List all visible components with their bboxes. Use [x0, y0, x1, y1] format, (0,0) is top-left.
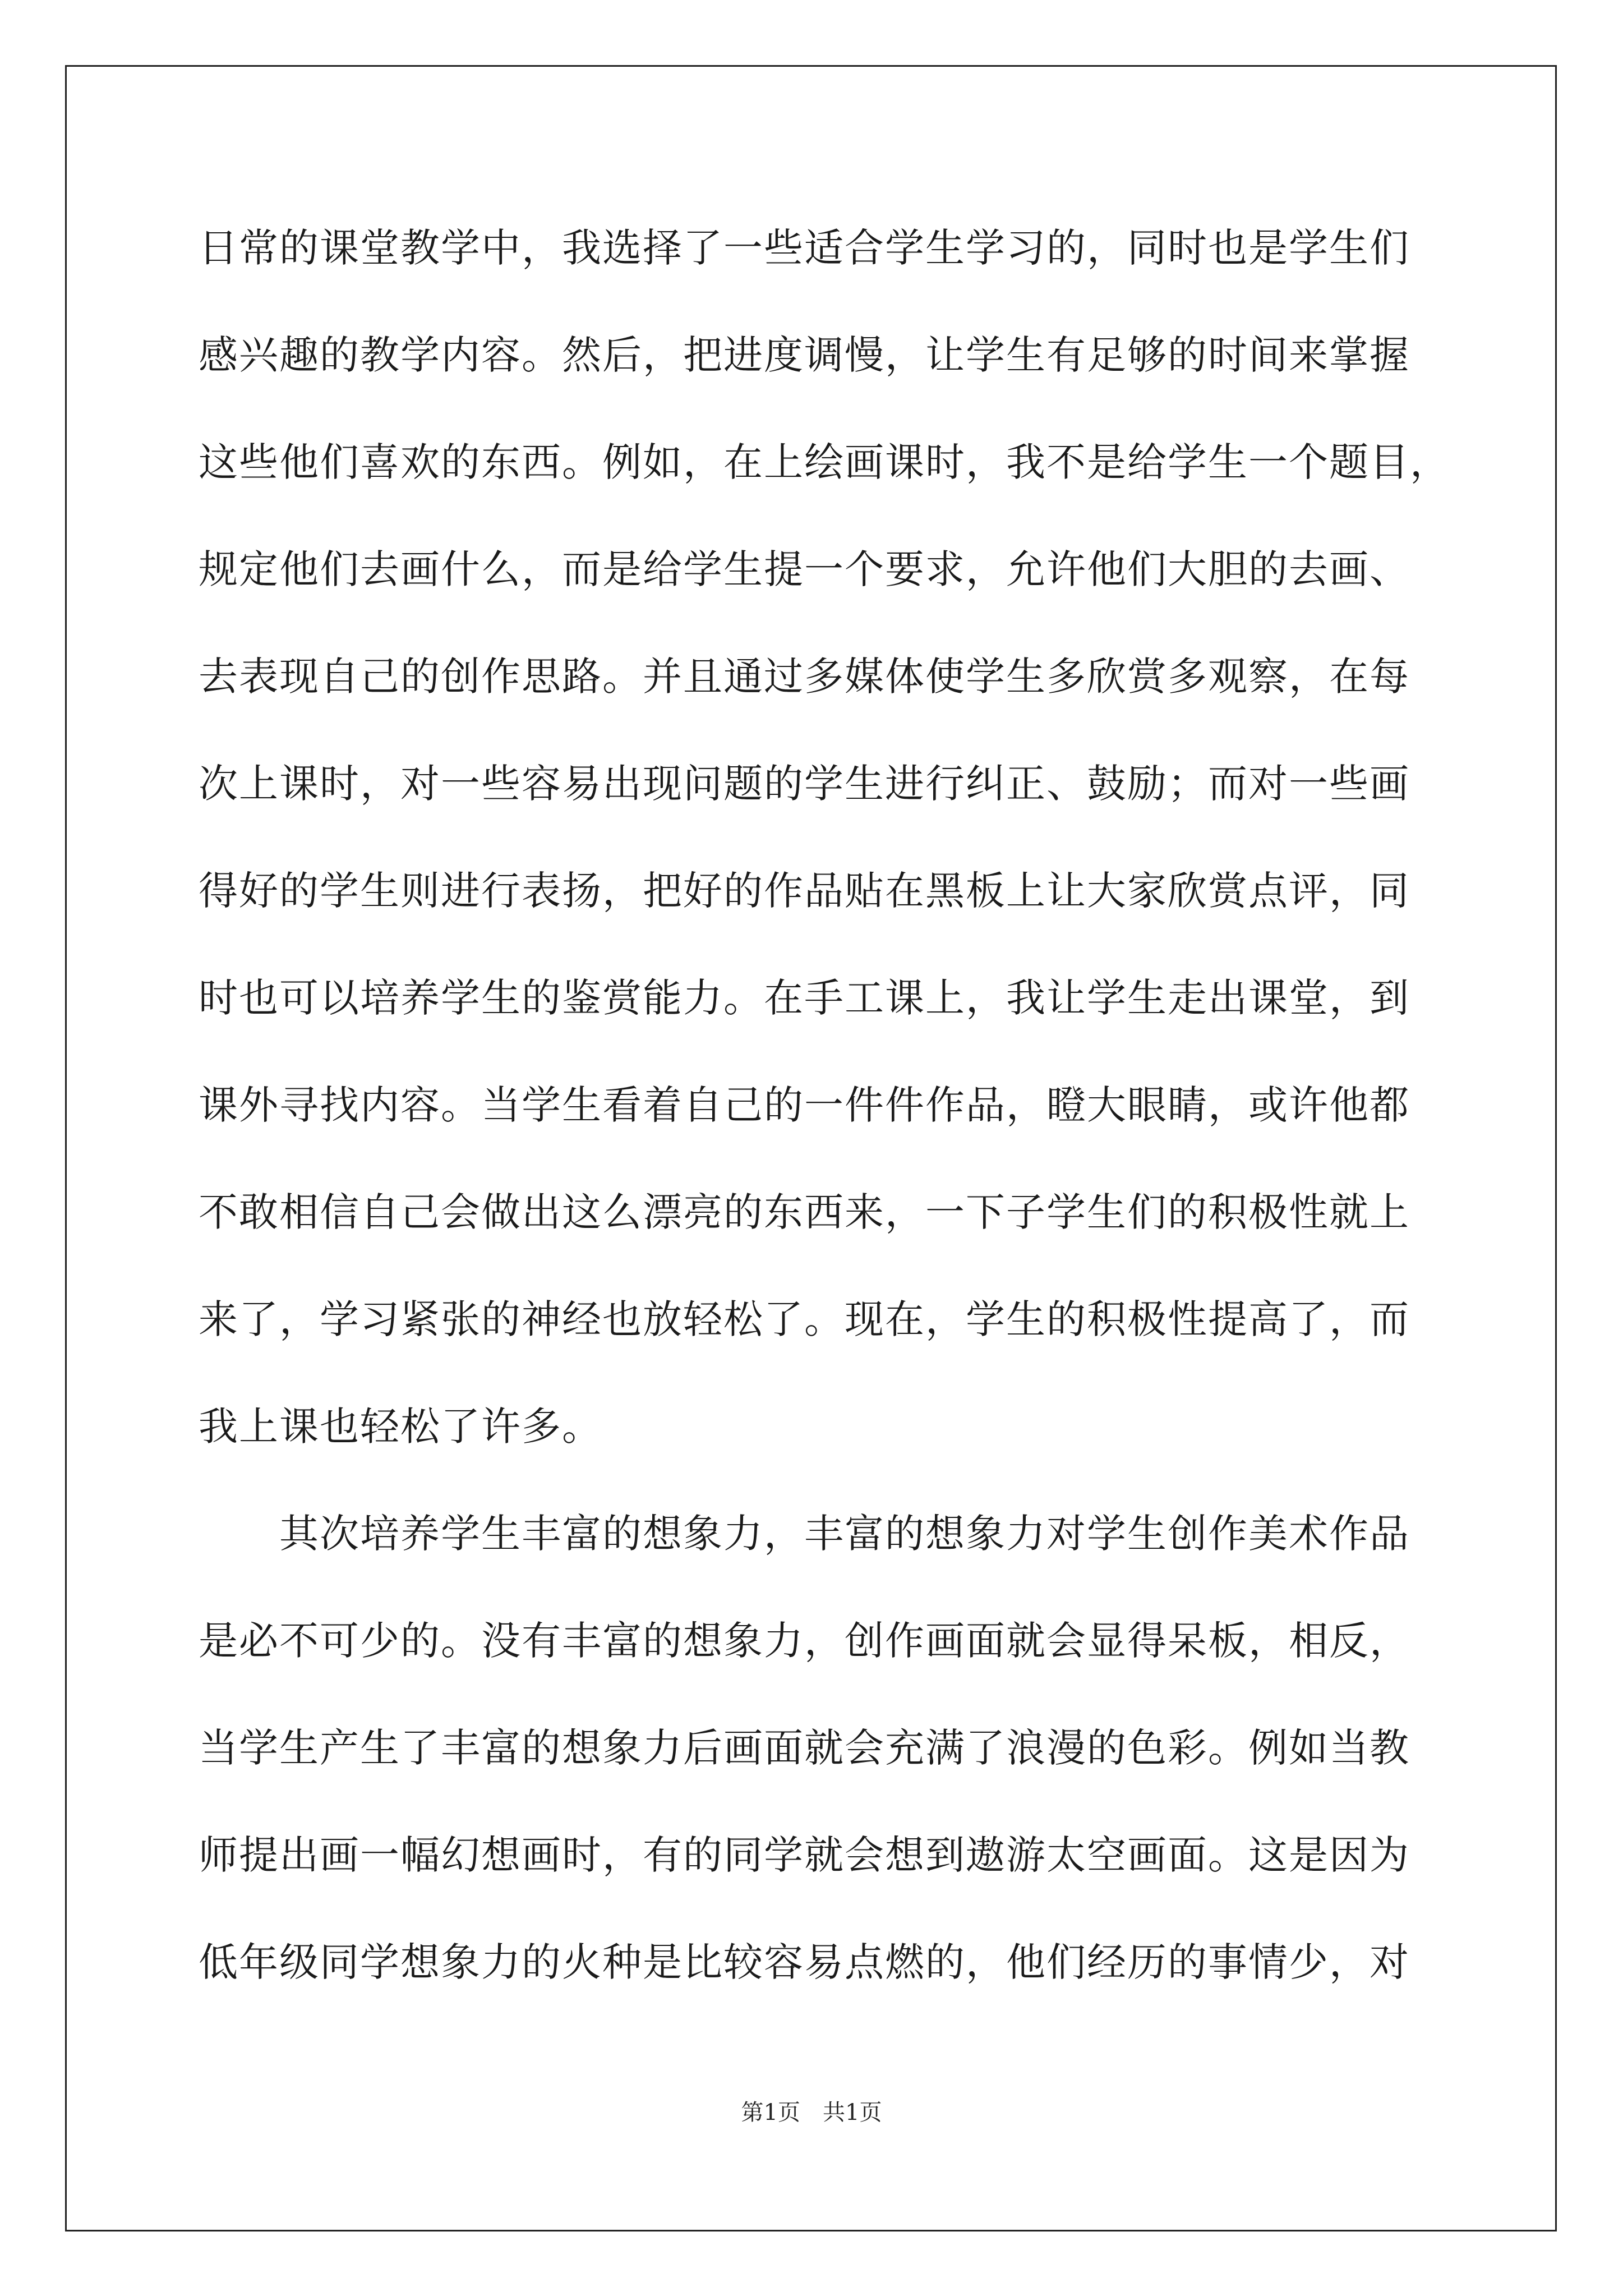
text-line: 其次培养学生丰富的想象力，丰富的想象力对学生创作美术作品	[199, 1511, 1410, 1557]
text-line: 时也可以培养学生的鉴赏能力。在手工课上，我让学生走出课堂，到	[199, 975, 1410, 1021]
page-number: 第1页 共1页	[741, 2100, 882, 2125]
text-line: 来了，学习紧张的神经也放轻松了。现在，学生的积极性提高了，而	[199, 1296, 1410, 1342]
text-line: 这些他们喜欢的东西。例如，在上绘画课时，我不是给学生一个题目，	[199, 439, 1450, 485]
text-line: 当学生产生了丰富的想象力后画面就会充满了浪漫的色彩。例如当教	[199, 1725, 1410, 1771]
text-line: 不敢相信自己会做出这么漂亮的东西来，一下子学生们的积极性就上	[199, 1189, 1410, 1235]
text-line: 课外寻找内容。当学生看着自己的一件件作品，瞪大眼睛，或许他都	[199, 1082, 1410, 1128]
text-line: 得好的学生则进行表扬，把好的作品贴在黑板上让大家欣赏点评，同	[199, 868, 1410, 914]
text-line: 日常的课堂教学中，我选择了一些适合学生学习的，同时也是学生们	[199, 225, 1410, 271]
text-line: 规定他们去画什么，而是给学生提一个要求，允许他们大胆的去画、	[199, 546, 1410, 592]
text-line: 是必不可少的。没有丰富的想象力，创作画面就会显得呆板，相反，	[199, 1618, 1410, 1664]
text-line: 感兴趣的教学内容。然后，把进度调慢，让学生有足够的时间来掌握	[199, 332, 1410, 378]
document-body	[199, 216, 1450, 2037]
text-line: 次上课时，对一些容易出现问题的学生进行纠正、鼓励；而对一些画	[199, 761, 1410, 807]
text-line: 我上课也轻松了许多。	[199, 1404, 602, 1450]
paragraph-2	[199, 1502, 1444, 2037]
text-line: 师提出画一幅幻想画时，有的同学就会想到遨游太空画面。这是因为	[199, 1832, 1410, 1878]
text-line: 低年级同学想象力的火种是比较容易点燃的，他们经历的事情少，对	[199, 1939, 1410, 1985]
paragraph-1	[199, 216, 1450, 1502]
text-line: 去表现自己的创作思路。并且通过多媒体使学生多欣赏多观察，在每	[199, 654, 1410, 700]
